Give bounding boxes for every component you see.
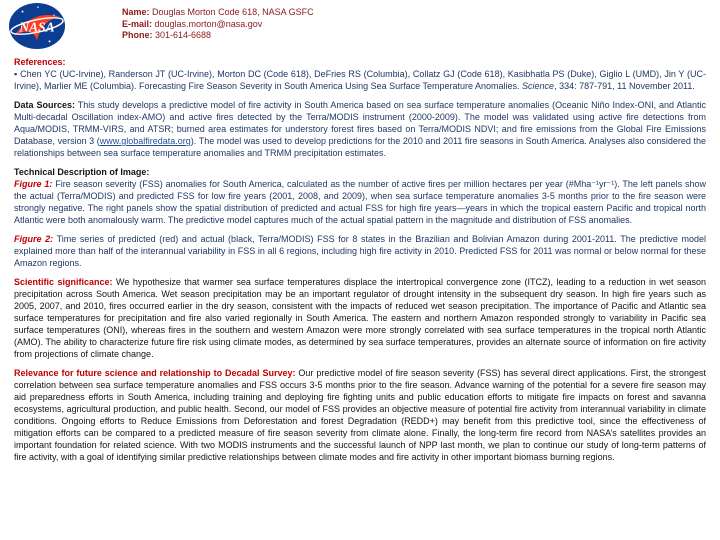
figure1-label: Figure 1: (14, 179, 53, 189)
data-sources-label: Data Sources: (14, 100, 75, 110)
data-sources-section (14, 99, 706, 159)
scientific-significance-text: We hypothesize that warmer sea surface temperatures displace the intertropical convergence zone (ITCZ), leading to a reduction in wet season precipitation across South America. Wet season precipitation may be an important regulator of drought intensity in the subsequent dry season. In high fire years such as 2005, 2007, and 2010, fires occurred earlier in the dry season, consistent with the impacts of reduced wet season precipitation. The importance of Pacific and Atlantic sea surface temperatures for precipitation and fire also varied regionally in South America. The eastern and northern Amazon responded strongly to variability in Pacific sea surface temperatures (ONI), whereas fires in the southern and western Amazon were more strongly correlated with sea surface temperatures in the tropical north Atlantic (AMO). The ability to characterize future fire risk using climate modes, as determined by sea surface temperatures, provides an alternate source of information on fire activity from projections of climate change. (14, 277, 706, 359)
technical-description-label: Technical Description of Image: (14, 167, 150, 177)
scientific-significance-section (14, 276, 706, 360)
scientific-significance-label: Scientific significance: (14, 277, 113, 287)
figure2-text: Time series of predicted (red) and actual (black, Terra/MODIS) FSS for 8 states in the Brazilian and Bolivian Amazon during 2001-2011. The predictive model explained more than half of the interannual variability in FSS in all 6 regions, including high fire activity in 2010. Predicted FSS for 2011 was normal or below normal for these Amazon regions. (14, 234, 706, 268)
reference-citation-rest: , 334: 787-791, 11 November 2011. (554, 81, 695, 91)
document-header (0, 0, 720, 52)
nasa-meatball-icon (8, 2, 66, 50)
nasa-logo (8, 2, 66, 50)
phone-label: Phone: (122, 30, 153, 40)
references-label: References: (14, 57, 66, 67)
contact-name-line (122, 7, 314, 19)
email-label: E-mail: (122, 18, 153, 29)
relevance-label: Relevance for future science and relationship to Decadal Survey: (14, 368, 296, 378)
name-label: Name: (122, 7, 150, 17)
references-section (14, 56, 706, 92)
document-body (0, 52, 720, 463)
reference-citation (14, 68, 706, 92)
contact-phone-line (122, 30, 314, 42)
name-value: Douglas Morton Code 618, NASA GSFC (152, 7, 314, 17)
contact-block (122, 7, 314, 42)
technical-description-section (14, 166, 706, 269)
figure1-paragraph (14, 178, 706, 226)
contact-email-line (122, 19, 314, 31)
nasa-logo-text: NASA (19, 19, 55, 35)
data-sources-text-after-link: ). The model was used to develop predictions for the 2010 and 2011 fire seasons in South America. Analyses also considered the relationships between sea surface temperature anomalies and TRMM precipitation estimates. (14, 136, 707, 158)
globalfiredata-link[interactable]: www.globalfiredata.org (99, 136, 191, 146)
relevance-section (14, 367, 706, 463)
figure1-text: Fire season severity (FSS) anomalies for South America, calculated as the number of active fires per million hectares per year (#Mha⁻¹yr⁻¹). The left panels show the actual (Terra/MODIS) and predicted FSS for low fire years (2001, 2008, and 2009), when sea surface temperature anomalies 3-5 months prior to the fire season were strongly negative. The right panels show the spatial distribution of predicted and actual FSS for high fire years—years in which the tropical eastern Pacific and tropical north Atlantic were both anomalously warm. The predictive model captures much of the actual spatial pattern in the magnitude and distribution of FSS anomalies. (14, 179, 706, 225)
data-sources-text-before-link: This study develops a predictive model of fire activity in South America based on sea surface temperature anomalies (Oceanic Niño Index-ONI, and Atlantic Multi-decadal Oscillation index-AMO) and active fires detected by the Terra/MODIS instrument (2000-2009). The model was validated using active fire detections from Aqua/MODIS, TRMM-VIRS, and ATSR; burned area estimates for understory forest fires based on Terra/MODIS NDVI; and fire emissions from the Global Fire Emissions Database, version 3 ( (14, 100, 707, 146)
figure2-paragraph (14, 233, 706, 269)
figure2-label: Figure 2: (14, 234, 54, 244)
reference-authors-title: ▪ Chen YC (UC-Irvine), Randerson JT (UC-Irvine), Morton DC (Code 618), DeFries RS (Columbia), Collatz GJ (Code 618), Kasibhatla PS (Duke), Giglio L (UMD), Jin Y (UC-Irvine), Marlier ME (Columbia). Forecasting Fire Season Severity in South America Using Sea Surface Temperature Anomalies. (14, 69, 706, 91)
phone-value: 301-614-6688 (155, 30, 212, 40)
email-value: douglas.morton@nasa.gov (154, 18, 263, 29)
relevance-text: Our predictive model of fire season severity (FSS) has several direct applications. First, the strongest correlation between sea surface temperature anomalies and FSS occurs 3-5 months prior to the fire season. Advance warning of the potential for a severe fire season may aid preparedness efforts in South America, including training and deploying fire fighting units and public education efforts to mitigate fire impacts on forest and savanna ecosystems, agricultural production, and public health. Second, our model of FSS provides an objective measure of potential fire activity from interannual variability in climate conditions. Ongoing efforts to Reduce Emissions from Deforestation and forest Degradation (REDD+) may benefit from this predictive tool, since the effectiveness of mitigation efforts can be compared to a predicted measure of fire season severity from climate alone. Finally, the long-term fire record from NASA’s satellites provides an important foundation for related science. With two MODIS instruments and the successful launch of NPP last month, we plan to continue our study of long-term patterns of fire activity, with a goal of identifying similar predictive relationships between climate modes and fire activity in other important biomass burning regions. (14, 368, 707, 462)
reference-journal-name: Science (522, 81, 555, 91)
